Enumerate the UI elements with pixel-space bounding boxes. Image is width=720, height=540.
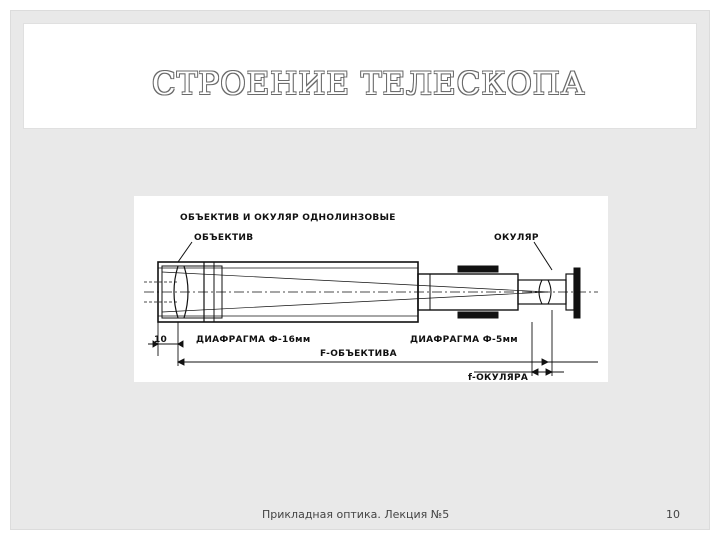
title-box bbox=[24, 24, 696, 128]
telescope-diagram-svg bbox=[134, 196, 608, 382]
diagram-heading: ОБЪЕКТИВ И ОКУЛЯР ОДНОЛИНЗОВЫЕ bbox=[180, 213, 396, 223]
focal-objective-label: F-ОБЪЕКТИВА bbox=[320, 349, 397, 359]
dimension-10-label: 10 bbox=[154, 335, 168, 345]
optical-rays bbox=[144, 272, 598, 312]
diaphragm-16-label: ДИАФРАГМА Ф-16мм bbox=[196, 335, 311, 345]
focal-eyepiece-label: f-ОКУЛЯРА bbox=[468, 373, 529, 382]
telescope-diagram bbox=[134, 196, 608, 382]
slide bbox=[10, 10, 710, 530]
eyepiece-label: ОКУЛЯР bbox=[494, 233, 539, 243]
diaphragm-5-label: ДИАФРАГМА Ф-5мм bbox=[410, 335, 518, 345]
slide-title: СТРОЕНИЕ ТЕЛЕСКОПА bbox=[152, 66, 586, 102]
objective-label: ОБЪЕКТИВ bbox=[194, 233, 254, 243]
page-number: 10 bbox=[666, 508, 680, 521]
slide-footer: Прикладная оптика. Лекция №5 bbox=[262, 508, 450, 521]
